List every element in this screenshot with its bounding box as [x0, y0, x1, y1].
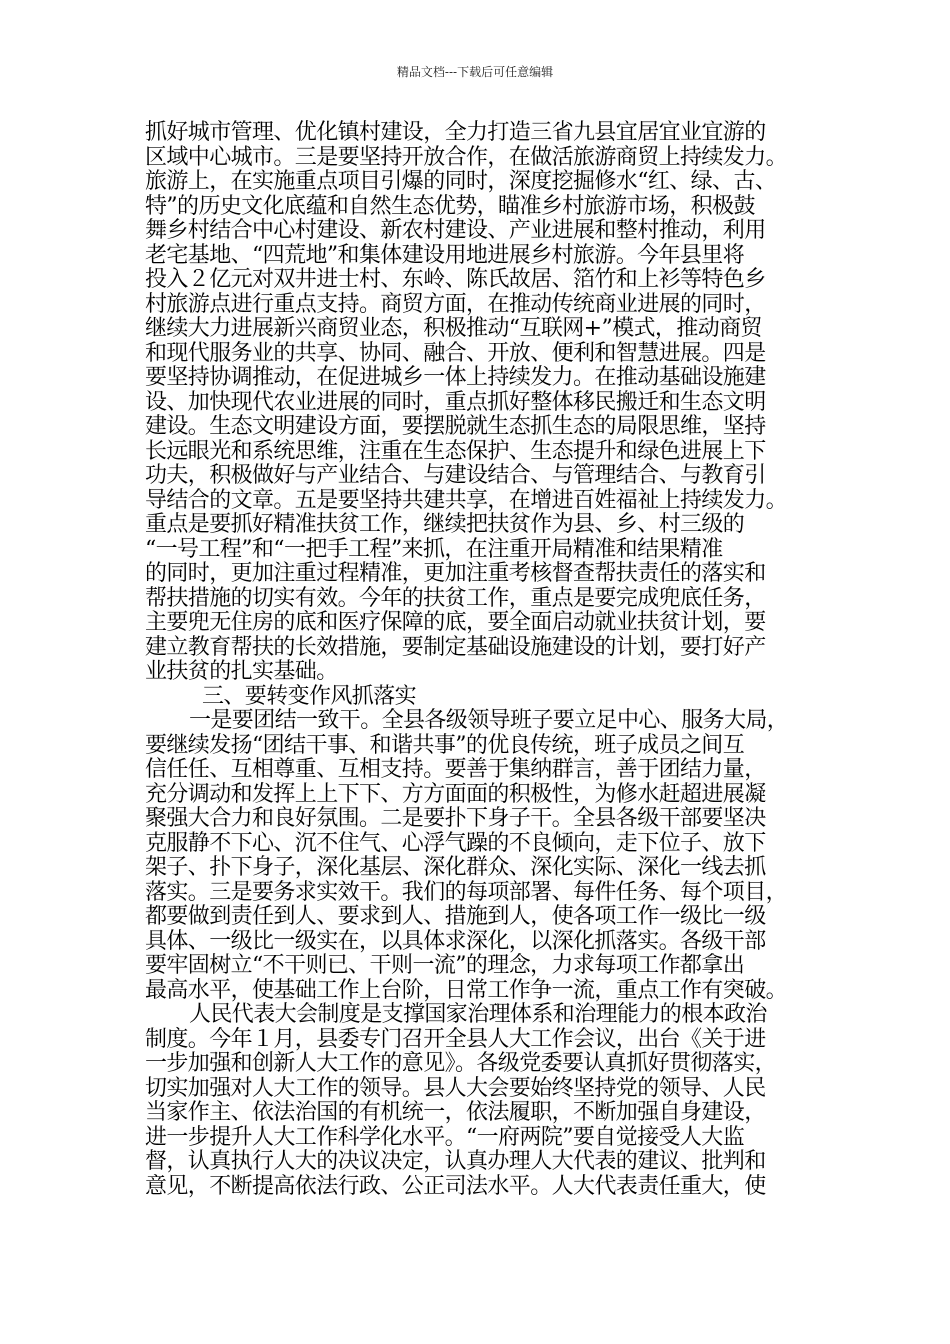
text-line: “一号工程”和“一把手工程”来抓，在注重开局精准和结果精准	[145, 536, 723, 562]
text-line: 主要兜无住房的底和医疗保障的底，要全面启动就业扶贫计划，要	[145, 610, 766, 635]
text-line: 切实加强对人大工作的领导。县人大会要始终坚持党的领导、人民	[145, 1075, 766, 1101]
text-line: 要继续发扬“团结干事、和谐共事”的优良传统，班子成员之间互	[145, 732, 745, 758]
text-line: 克服静不下心、沉不住气、心浮气躁的不良倾向，走下位子、放下	[145, 830, 766, 856]
text-line: 聚强大合力和良好氛围。二是要扑下身子干。全县各级干部要坚决	[145, 806, 766, 831]
text-line: 进一步提升人大工作科学化水平。“一府两院”要自觉接受人大监	[145, 1124, 745, 1150]
text-line: 架子、扑下身子，深化基层、深化群众、深化实际、深化一线去抓	[145, 855, 766, 880]
text-line: 区域中心城市。三是要坚持开放合作，在做活旅游商贸上持续发力。	[145, 144, 788, 170]
text-line: 信任任、互相尊重、互相支持。要善于集纳群言，善于团结力量，	[145, 757, 766, 782]
text-line: 设、加快现代农业进展的同时，重点抓好整体移民搬迁和生态文明	[145, 389, 766, 415]
document-body	[145, 121, 835, 1199]
text-line: 建设。生态文明建设方面，要摆脱就生态抓生态的局限思维，坚持	[145, 414, 766, 439]
text-line: 人民代表大会制度是支撑国家治理体系和治理能力的根本政治	[189, 1002, 767, 1027]
text-line: 当家作主、依法治国的有机统一，依法履职，不断加强自身建设，	[145, 1100, 766, 1125]
section-heading: 三、要转变作风抓落实	[202, 683, 417, 709]
text-line: 老宅基地、“四荒地”和集体建设用地进展乡村旅游。今年县里将	[145, 242, 745, 268]
text-line: 一步加强和创新人大工作的意见》。各级党委要认真抓好贯彻落实，	[145, 1051, 777, 1076]
text-line: 要牢固树立“不干则已、干则一流”的理念，力求每项工作都拿出	[145, 953, 745, 978]
text-line: 旅游上，在实施重点项目引爆的同时，深度挖掘修水“红、绿、古、	[145, 169, 777, 194]
text-line: 业扶贫的扎实基础。	[145, 659, 338, 684]
text-line: 一是要团结一致干。全县各级领导班子要立足中心、服务大局，	[189, 708, 789, 733]
text-line: 督，认真执行人大的决议决定，认真办理人大代表的建议、批判和	[145, 1149, 766, 1174]
text-line: 村旅游点进行重点支持。商贸方面，在推动传统商业进展的同时，	[145, 291, 766, 317]
text-line: 导结合的文章。五是要坚持共建共享，在增进百姓福祉上持续发力。	[145, 487, 788, 513]
text-line: 要坚持协调推动，在促进城乡一体上持续发力。在推动基础设施建	[145, 365, 766, 390]
text-line: 抓好城市管理、优化镇村建设，全力打造三省九县宜居宜业宜游的	[145, 120, 766, 145]
text-line: 制度。今年１月，县委专门召开全县人大工作会议，出台《关于进	[145, 1026, 766, 1052]
text-line: 长远眼光和系统思维，注重在生态保护、生态提升和绿色进展上下	[145, 438, 766, 464]
text-line: 建立教育帮扶的长效措施，要制定基础设施建设的计划，要打好产	[145, 634, 766, 660]
text-line: 特”的历史文化底蕴和自然生态优势，瞄准乡村旅游市场，积极鼓	[145, 193, 755, 219]
text-line: 充分调动和发挥上上下下、方方面面的积极性，为修水赶超进展凝	[145, 781, 766, 807]
text-line: 舞乡村结合中心村建设、新农村建设、产业进展和整村推动，利用	[145, 218, 766, 243]
text-line: 最高水平，使基础工作上台阶，日常工作争一流，重点工作有突破。	[145, 977, 788, 1003]
text-line: 投入２亿元对双井进士村、东岭、陈氏故居、箔竹和上衫等特色乡	[145, 267, 766, 292]
text-line: 继续大力进展新兴商贸业态，积极推动“互联网+”模式，推动商贸	[145, 316, 762, 341]
text-line: 重点是要抓好精准扶贫工作，继续把扶贫作为县、乡、村三级的	[145, 512, 745, 537]
text-line: 功夫，积极做好与产业结合、与建设结合、与管理结合、与教育引	[145, 463, 766, 488]
text-line: 意见，不断提高依法行政、公正司法水平。人大代表责任重大，使	[145, 1173, 766, 1199]
text-line: 具体、一级比一级实在，以具体求深化，以深化抓落实。各级干部	[145, 928, 766, 954]
page-header: 精品文档---下载后可任意编辑	[396, 65, 554, 79]
text-line: 的同时，更加注重过程精准，更加注重考核督查帮扶责任的落实和	[145, 561, 766, 586]
text-line: 落实。三是要务求实效干。我们的每项部署、每件任务、每个项目，	[145, 879, 788, 905]
text-line: 都要做到责任到人、要求到人、措施到人，使各项工作一级比一级	[145, 904, 766, 929]
text-line: 和现代服务业的共享、协同、融合、开放、便利和智慧进展。四是	[145, 340, 766, 366]
text-line: 帮扶措施的切实有效。今年的扶贫工作，重点是要完成兜底任务，	[145, 585, 766, 611]
